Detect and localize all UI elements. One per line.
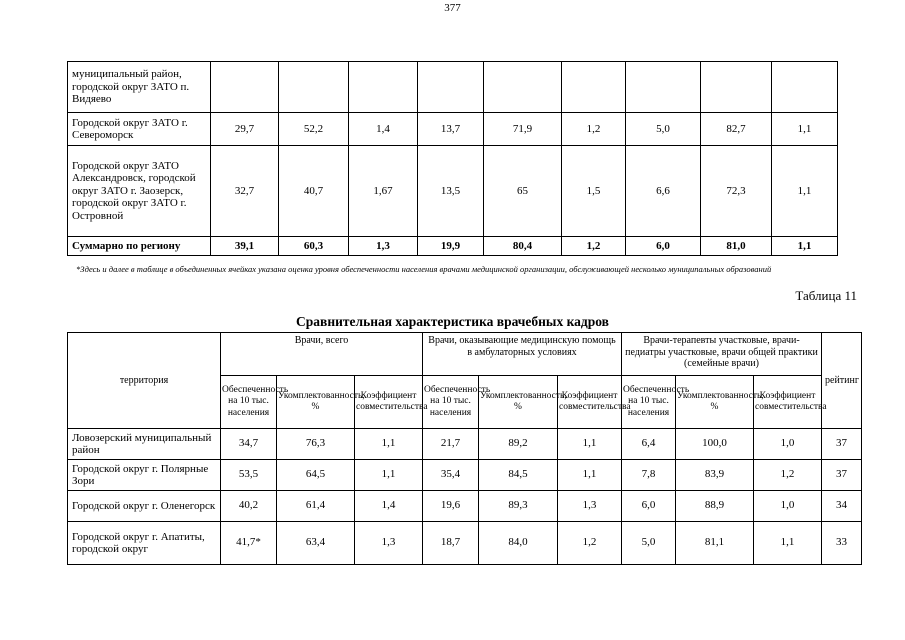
- value-cell: 1,1: [754, 522, 822, 565]
- value-cell: [626, 62, 701, 113]
- value-cell: 1,1: [355, 460, 423, 491]
- subheader-cell: Обеспеченность на 10 тыс. населения: [423, 376, 479, 429]
- value-cell: 1,3: [355, 522, 423, 565]
- value-cell: 82,7: [701, 113, 772, 146]
- value-cell: 89,2: [479, 429, 558, 460]
- value-cell: 1,2: [562, 113, 626, 146]
- value-cell: 13,5: [418, 146, 484, 237]
- value-cell: 1,1: [772, 113, 838, 146]
- territory-cell: Городской округ г. Оленегорск: [68, 491, 221, 522]
- value-cell: [279, 62, 349, 113]
- value-cell: 1,4: [355, 491, 423, 522]
- table-row: [68, 146, 838, 237]
- value-cell: 1,67: [349, 146, 418, 237]
- value-cell: 1,2: [562, 237, 626, 256]
- value-cell: 1,2: [558, 522, 622, 565]
- value-cell: 34: [822, 491, 862, 522]
- value-cell: 64,5: [277, 460, 355, 491]
- value-cell: 1,4: [349, 113, 418, 146]
- group-header-all-doctors: Врачи, всего: [221, 333, 423, 376]
- value-cell: 34,7: [221, 429, 277, 460]
- value-cell: 5,0: [626, 113, 701, 146]
- value-cell: [562, 62, 626, 113]
- subheader-cell: Коэффициент совместительства: [558, 376, 622, 429]
- value-cell: 29,7: [211, 113, 279, 146]
- value-cell: 89,3: [479, 491, 558, 522]
- subheader-cell: Укомплектованность, %: [277, 376, 355, 429]
- territory-cell: Городской округ г. Полярные Зори: [68, 460, 221, 491]
- value-cell: 83,9: [676, 460, 754, 491]
- value-cell: 100,0: [676, 429, 754, 460]
- table-row: [68, 491, 862, 522]
- value-cell: 1,0: [754, 429, 822, 460]
- value-cell: 1,3: [558, 491, 622, 522]
- value-cell: 18,7: [423, 522, 479, 565]
- subheader-cell: Обеспеченность на 10 тыс. населения: [622, 376, 676, 429]
- header-territory: территория: [68, 333, 221, 429]
- continued-table: [67, 61, 838, 256]
- value-cell: 53,5: [221, 460, 277, 491]
- value-cell: 35,4: [423, 460, 479, 491]
- value-cell: 1,0: [754, 491, 822, 522]
- value-cell: 40,7: [279, 146, 349, 237]
- value-cell: 6,0: [622, 491, 676, 522]
- value-cell: 1,1: [558, 460, 622, 491]
- value-cell: 1,1: [772, 237, 838, 256]
- value-cell: [772, 62, 838, 113]
- table-row: [68, 522, 862, 565]
- value-cell: 7,8: [622, 460, 676, 491]
- territory-cell: Городской округ ЗАТО г. Североморск: [68, 113, 211, 146]
- value-cell: 80,4: [484, 237, 562, 256]
- value-cell: 65: [484, 146, 562, 237]
- table-row: [68, 429, 862, 460]
- value-cell: 5,0: [622, 522, 676, 565]
- territory-cell: муниципальный район, городской округ ЗАТО п. Видяево: [68, 62, 211, 113]
- header-rating: рейтинг: [822, 333, 862, 429]
- table-title: Сравнительная характеристика врачебных кадров: [296, 314, 609, 329]
- comparison-table: [67, 332, 862, 565]
- value-cell: 81,1: [676, 522, 754, 565]
- value-cell: 1,1: [355, 429, 423, 460]
- value-cell: [418, 62, 484, 113]
- value-cell: 1,1: [558, 429, 622, 460]
- table-row: [68, 62, 838, 113]
- value-cell: 84,5: [479, 460, 558, 491]
- subheader-cell: Обеспеченность на 10 тыс. населения: [221, 376, 277, 429]
- header-row-groups: [68, 333, 862, 376]
- value-cell: 19,6: [423, 491, 479, 522]
- value-cell: 1,1: [772, 146, 838, 237]
- value-cell: 6,0: [626, 237, 701, 256]
- territory-cell: Суммарно по региону: [68, 237, 211, 256]
- value-cell: 81,0: [701, 237, 772, 256]
- value-cell: [211, 62, 279, 113]
- value-cell: 33: [822, 522, 862, 565]
- value-cell: [484, 62, 562, 113]
- subheader-cell: Укомплектованность, %: [479, 376, 558, 429]
- value-cell: 21,7: [423, 429, 479, 460]
- value-cell: 60,3: [279, 237, 349, 256]
- value-cell: 76,3: [277, 429, 355, 460]
- page-number: 377: [444, 2, 461, 14]
- value-cell: 37: [822, 460, 862, 491]
- value-cell: 41,7*: [221, 522, 277, 565]
- value-cell: 88,9: [676, 491, 754, 522]
- territory-cell: Городской округ г. Апатиты, городской округ: [68, 522, 221, 565]
- value-cell: 1,3: [349, 237, 418, 256]
- territory-cell: Ловозерский муниципальный район: [68, 429, 221, 460]
- table-row: [68, 237, 838, 256]
- subheader-cell: Укомплектованность, %: [676, 376, 754, 429]
- value-cell: 13,7: [418, 113, 484, 146]
- value-cell: [701, 62, 772, 113]
- value-cell: 52,2: [279, 113, 349, 146]
- value-cell: 39,1: [211, 237, 279, 256]
- value-cell: 71,9: [484, 113, 562, 146]
- table-label: Таблица 11: [795, 288, 857, 303]
- value-cell: 32,7: [211, 146, 279, 237]
- value-cell: 84,0: [479, 522, 558, 565]
- value-cell: [349, 62, 418, 113]
- footnote: *Здесь и далее в таблице в объединенных ячейках указана оценка уровня обеспеченности населения врачами медицинской организации, обслуживающей несколько муниципальных образований: [76, 264, 772, 274]
- value-cell: 6,4: [622, 429, 676, 460]
- territory-cell: Городской округ ЗАТО Александровск, городской округ ЗАТО г. Заозерск, городской округ ЗАТО г. Островной: [68, 146, 211, 237]
- value-cell: 63,4: [277, 522, 355, 565]
- table-row: [68, 460, 862, 491]
- value-cell: 6,6: [626, 146, 701, 237]
- value-cell: 19,9: [418, 237, 484, 256]
- value-cell: 37: [822, 429, 862, 460]
- value-cell: 1,2: [754, 460, 822, 491]
- subheader-cell: Коэффициент совместительства: [355, 376, 423, 429]
- group-header-district-doctors: Врачи-терапевты участковые, врачи-педиатры участковые, врачи общей практики (семейные врачи): [622, 333, 822, 376]
- value-cell: 72,3: [701, 146, 772, 237]
- value-cell: 40,2: [221, 491, 277, 522]
- subheader-cell: Коэффициент совместительства: [754, 376, 822, 429]
- table-row: [68, 113, 838, 146]
- group-header-outpatient: Врачи, оказывающие медицинскую помощь в амбулаторных условиях: [423, 333, 622, 376]
- value-cell: 61,4: [277, 491, 355, 522]
- value-cell: 1,5: [562, 146, 626, 237]
